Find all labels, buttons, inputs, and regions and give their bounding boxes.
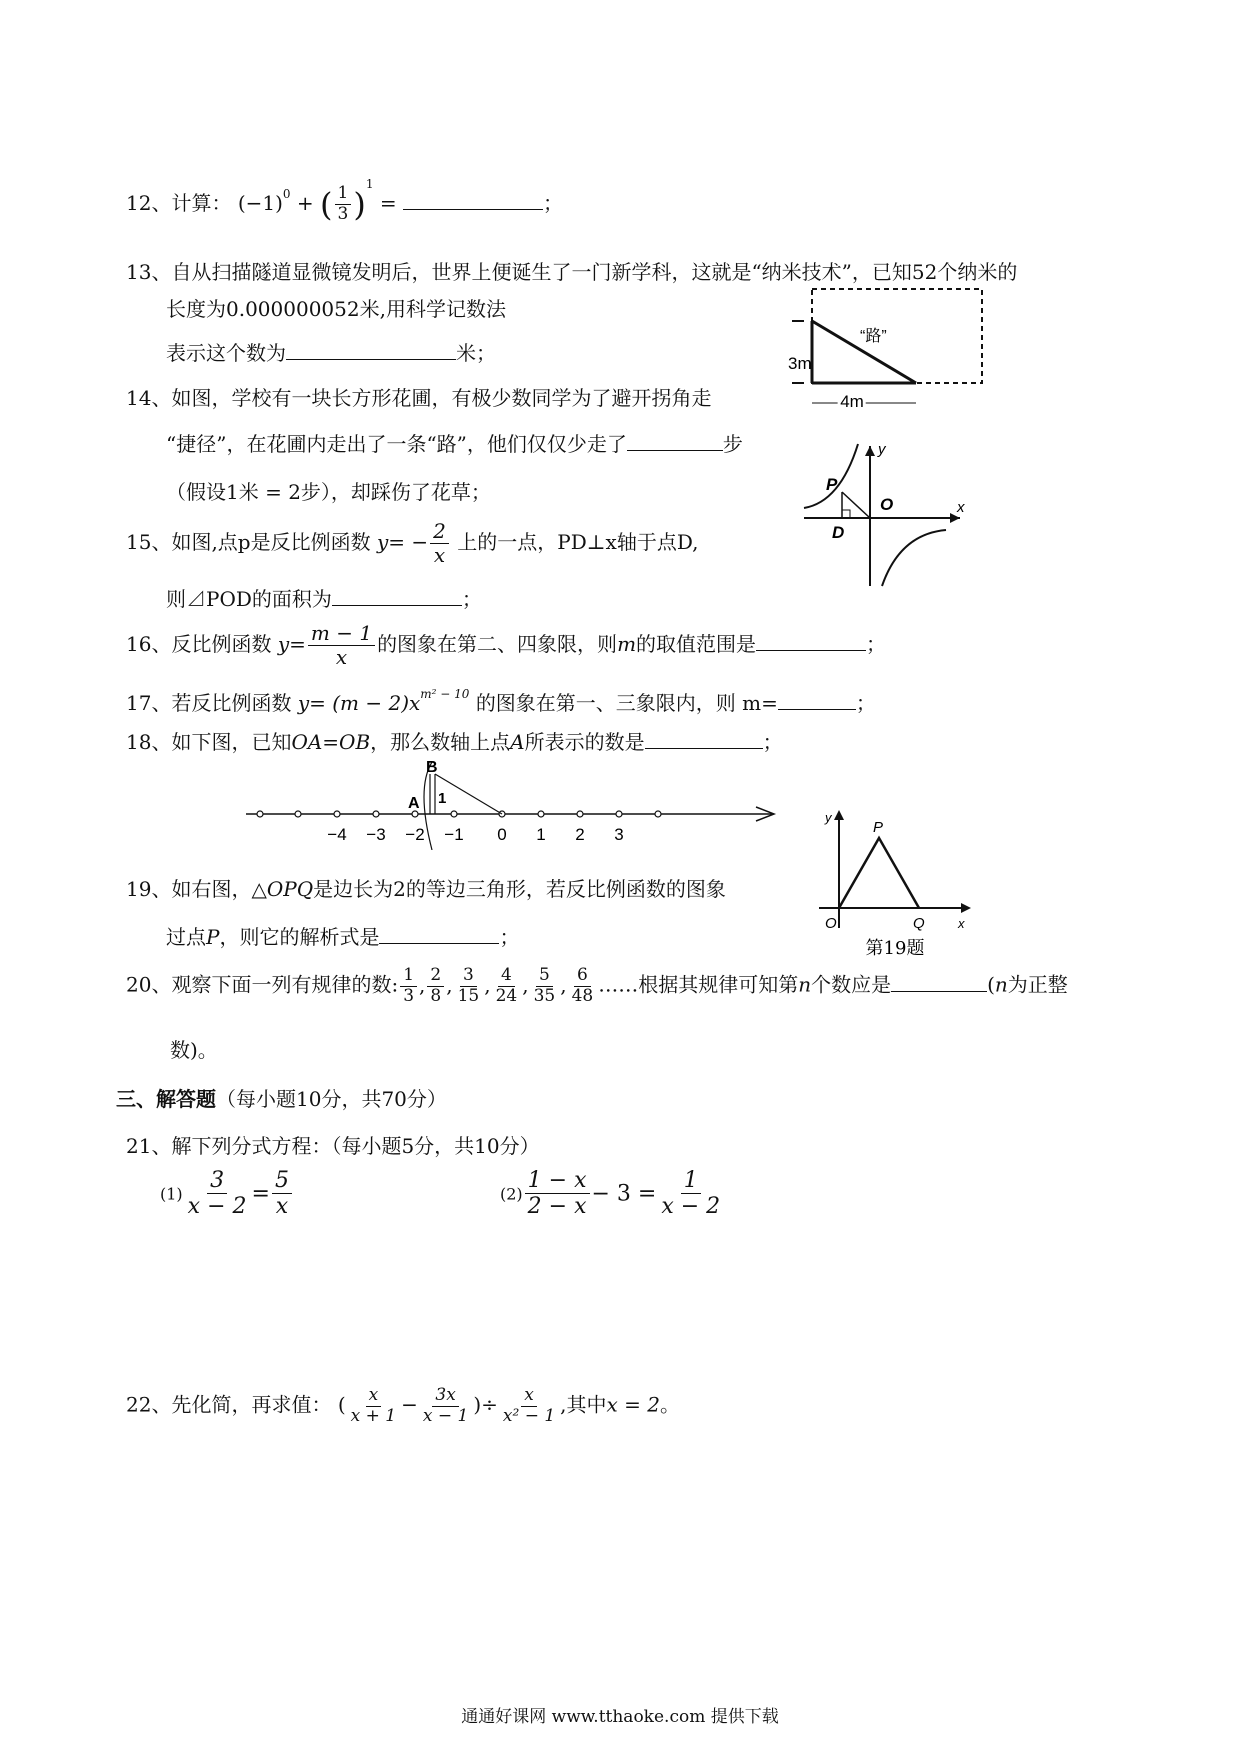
numerator: 1 <box>681 1168 701 1194</box>
text: ,其中 <box>560 1392 607 1417</box>
text: “捷径”，在花圃内走出了一条“路”，他们仅仅少走了 <box>166 432 627 456</box>
fraction <box>658 1168 723 1220</box>
figure-caption: 第19题 <box>865 938 925 958</box>
text: 表示这个数为 <box>166 341 286 365</box>
segment-po <box>842 492 870 518</box>
tick-label: −4 <box>327 825 347 844</box>
question-21-part2 <box>500 1168 725 1220</box>
question-13-line3 <box>166 337 496 366</box>
equals-sign: = <box>251 1181 270 1207</box>
fraction <box>525 1168 590 1220</box>
text: 19、如右图，△ <box>126 877 267 901</box>
text: ； <box>855 691 876 715</box>
label-1: 1 <box>438 790 447 807</box>
exponent: 0 <box>282 187 291 201</box>
denominator: 48 <box>571 985 594 1006</box>
label-p: P <box>873 819 884 836</box>
comma: , <box>484 972 491 997</box>
numerator: m − 1 <box>308 622 375 646</box>
var-p: P <box>206 925 220 949</box>
label-y: y <box>878 441 886 458</box>
answer-blank[interactable] <box>891 969 987 992</box>
answer-blank[interactable] <box>645 726 763 749</box>
tick-mark <box>373 811 379 817</box>
denominator: x <box>335 645 348 669</box>
question-16 <box>126 622 886 669</box>
plus-sign: + <box>296 191 314 215</box>
text: 。 <box>660 1392 681 1417</box>
section-3-header <box>116 1083 447 1112</box>
question-20-line2: 数)。 <box>170 1038 218 1062</box>
denominator: x − 2 <box>187 1194 247 1220</box>
denominator: 3 <box>337 204 349 224</box>
fraction <box>335 184 352 224</box>
text: ，则它的解析式是 <box>219 925 380 949</box>
tick-mark <box>616 811 622 817</box>
text: 所表示的数是 <box>524 730 645 754</box>
denominator: x + 1 <box>350 1405 397 1426</box>
var-n: n <box>994 972 1008 997</box>
answer-blank[interactable] <box>332 583 462 606</box>
tick-mark <box>655 811 661 817</box>
tick-label: −2 <box>405 825 425 844</box>
operator: − <box>401 1392 418 1417</box>
label-x: x <box>958 916 965 931</box>
fraction <box>308 622 375 669</box>
denominator: 35 <box>533 985 556 1006</box>
figure-14-garden <box>788 285 988 410</box>
tick-label: 1 <box>536 825 546 844</box>
question-15-line2 <box>166 583 482 612</box>
tick-label: −1 <box>444 825 464 844</box>
section-title: 三、解答题 <box>116 1087 216 1111</box>
tick-labels <box>327 825 623 844</box>
label-x: x <box>957 499 965 516</box>
operator: )÷ <box>473 1392 498 1417</box>
numerator: 3 <box>460 966 477 987</box>
label-q: Q <box>913 915 925 932</box>
text: ； <box>762 730 783 754</box>
arrow <box>865 446 875 456</box>
var-opq: OPQ <box>266 877 314 901</box>
label-road: “路” <box>860 328 887 345</box>
denominator: x² − 1 <box>502 1405 556 1426</box>
question-14-line2 <box>166 428 743 457</box>
figure-15-hyperbola <box>800 440 970 590</box>
text: 上的一点，PD⊥x轴于点D, <box>457 530 699 554</box>
denominator: x − 1 <box>422 1405 469 1426</box>
figure-19-triangle <box>815 808 975 958</box>
figure-18-number-line <box>240 758 780 850</box>
var-y: y <box>277 632 290 656</box>
text: 的图象在第二、四象限，则 <box>377 632 618 656</box>
question-13-line2: 长度为0.000000052米,用科学记数法 <box>166 297 506 321</box>
question-13-line1: 13、自从扫描隧道显微镜发明后，世界上便诞生了一门新学科，这就是“纳米技术”，已知52个纳米的 <box>126 260 1018 284</box>
text: 则⊿POD的面积为 <box>166 587 332 611</box>
text: 的图象在第一、三象限内，则 m= <box>475 691 778 715</box>
denominator: x <box>275 1194 289 1220</box>
right-angle-mark <box>842 510 850 518</box>
numerator: x <box>366 1386 382 1407</box>
numerator: 5 <box>272 1168 292 1194</box>
question-21-title: 21、解下列分式方程：（每小题5分，共10分） <box>126 1134 540 1158</box>
fraction <box>185 1168 250 1220</box>
triangle-opq <box>839 838 919 908</box>
text: OA=OB <box>291 730 371 754</box>
denominator: 2 − x <box>527 1194 587 1220</box>
numerator: 1 <box>335 184 352 205</box>
operator: − 3 = <box>591 1181 657 1207</box>
sequence-fraction <box>531 966 559 1006</box>
part-label: (2) <box>500 1184 523 1204</box>
comma: , <box>522 972 529 997</box>
tick-label: −3 <box>366 825 386 844</box>
question-15-line1 <box>126 520 699 567</box>
text: 米； <box>456 341 496 365</box>
answer-blank[interactable] <box>286 337 456 360</box>
tick-label: 2 <box>575 825 585 844</box>
text: 15、如图,点p是反比例函数 <box>126 530 371 554</box>
part-label: (1) <box>160 1184 183 1204</box>
var-n: n <box>798 972 812 997</box>
comma: , <box>560 972 567 997</box>
tick-mark <box>538 811 544 817</box>
question-22 <box>126 1386 680 1426</box>
expr-neg-one: (−1) <box>237 191 283 215</box>
denominator: x − 2 <box>661 1194 721 1220</box>
sequence-fraction <box>455 966 483 1006</box>
tick-mark <box>295 811 301 817</box>
sequence-fraction <box>427 966 444 1006</box>
denominator: 24 <box>495 985 518 1006</box>
fraction <box>420 1386 471 1426</box>
expression: = (m − 2)x <box>309 691 421 715</box>
label-d: D <box>832 523 845 542</box>
tick-label: 0 <box>497 825 507 844</box>
numerator: 3x <box>432 1386 458 1407</box>
sequence-fraction <box>400 966 417 1006</box>
label-p: P <box>826 475 838 494</box>
text: 20、观察下面一列有规律的数: <box>126 972 399 997</box>
label-a: A <box>408 795 420 812</box>
exponent: 1 <box>365 177 374 191</box>
section-note: （每小题10分，共70分） <box>216 1087 447 1111</box>
var-a: A <box>510 730 525 754</box>
text: ……根据其规律可知第 <box>598 972 799 997</box>
question-17 <box>126 687 876 716</box>
page-footer: 通通好课网 www.tthaoke.com 提供下载 <box>461 1707 779 1727</box>
text: 是边长为2的等边三角形，若反比例函数的图象 <box>313 877 726 901</box>
text: ； <box>499 925 520 949</box>
answer-blank[interactable] <box>627 428 723 451</box>
answer-blank[interactable] <box>379 921 499 944</box>
text: 16、反比例函数 <box>126 632 272 656</box>
label-4m: 4m <box>840 392 864 410</box>
arrow <box>834 810 844 820</box>
paren-left: ( <box>320 185 333 224</box>
numerator: x <box>521 1386 537 1407</box>
text: ，那么数轴上点 <box>370 730 511 754</box>
question-label: 计算： <box>171 191 232 215</box>
fraction <box>272 1168 292 1220</box>
tick-mark <box>577 811 583 817</box>
text: 18、如下图，已知 <box>126 730 292 754</box>
question-14-line3: （假设1米 = 2步），却踩伤了花草； <box>166 480 491 504</box>
numerator: 2 <box>430 520 449 544</box>
label-3m: 3m <box>788 354 812 373</box>
text: ； <box>866 632 887 656</box>
exponent: m² − 10 <box>420 687 470 701</box>
equals-sign: = <box>379 191 397 215</box>
numerator: 1 <box>400 966 417 987</box>
numerator: 4 <box>498 966 515 987</box>
var-m: m <box>617 632 637 656</box>
comma: , <box>446 972 453 997</box>
tick-label: 3 <box>614 825 624 844</box>
question-12 <box>126 177 563 225</box>
numerator: 2 <box>427 966 444 987</box>
arrow <box>961 903 971 913</box>
answer-blank[interactable] <box>778 687 856 710</box>
answer-blank[interactable] <box>756 628 866 651</box>
text: ( <box>987 972 995 997</box>
paren-right: ) <box>353 185 366 224</box>
condition: x = 2 <box>606 1392 661 1417</box>
numerator: 5 <box>536 966 553 987</box>
label-y: y <box>825 810 832 825</box>
var-y: y <box>297 691 310 715</box>
numerator: 1 − x <box>525 1168 590 1194</box>
tick-mark <box>257 811 263 817</box>
question-number: 12、 <box>126 191 172 215</box>
label-o: O <box>825 915 837 932</box>
numerator: 3 <box>207 1168 227 1194</box>
question-18 <box>126 726 783 755</box>
tick-mark <box>451 811 457 817</box>
text: 为正整 <box>1007 972 1068 997</box>
question-21-part1 <box>160 1168 294 1220</box>
sequence-fraction <box>493 966 521 1006</box>
fraction <box>430 520 449 567</box>
fraction <box>348 1386 399 1426</box>
text: = − <box>388 530 429 554</box>
denominator: 15 <box>457 985 480 1006</box>
label-b: B <box>426 759 438 776</box>
var-y: y <box>376 530 389 554</box>
sequence-fractions <box>398 965 598 1006</box>
question-20 <box>126 966 1068 1006</box>
text: 的取值范围是 <box>636 632 757 656</box>
text: 过点 <box>166 925 206 949</box>
label-o: O <box>880 495 894 514</box>
punctuation: ； <box>542 191 563 215</box>
comma: , <box>419 972 426 997</box>
text: 17、若反比例函数 <box>126 691 292 715</box>
answer-blank[interactable] <box>403 187 543 210</box>
text: 22、先化简，再求值： <box>126 1392 332 1417</box>
denominator: 3 <box>403 985 415 1006</box>
denominator: 8 <box>430 985 442 1006</box>
tick-mark <box>334 811 340 817</box>
numerator: 6 <box>574 966 591 987</box>
text: 步 <box>722 432 743 456</box>
curve-quadrant-4 <box>882 530 946 586</box>
question-14-line1: 14、如图，学校有一块长方形花圃，有极少数同学为了避开拐角走 <box>126 386 712 410</box>
text: ； <box>461 587 482 611</box>
fraction <box>500 1386 558 1426</box>
paren: ( <box>337 1392 346 1417</box>
text: 个数应是 <box>811 972 892 997</box>
sequence-fraction <box>569 966 597 1006</box>
question-19-line1 <box>126 873 726 902</box>
denominator: x <box>433 543 446 567</box>
equals-sign: = <box>289 632 306 656</box>
question-19-line2 <box>166 921 519 950</box>
